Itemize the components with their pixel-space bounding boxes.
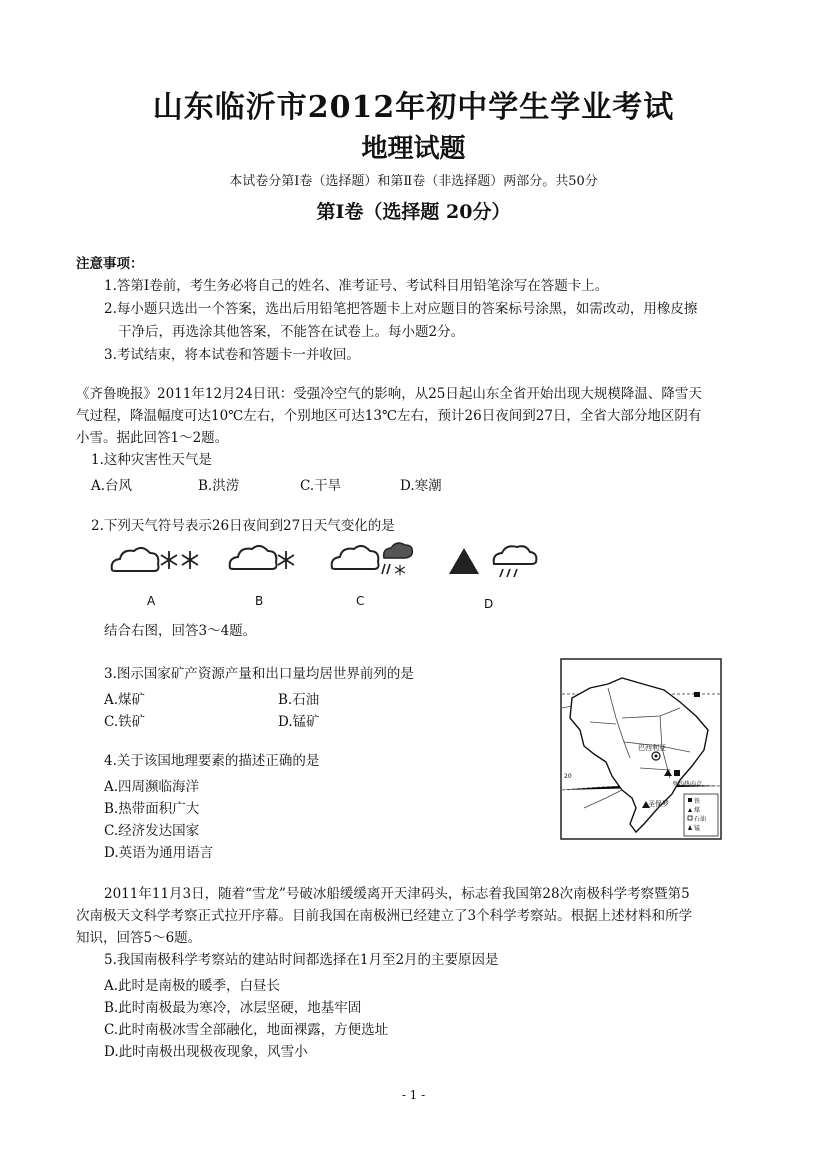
q3-option-b: B.石油	[278, 692, 320, 708]
exam-title: 山东临沂市2012年初中学生学业考试	[152, 90, 675, 125]
q5-option-c: C.此时南极冰雪全部融化，地面裸露，方便选址	[104, 1022, 389, 1038]
symbol-label-d: D	[484, 597, 494, 611]
symbol-d-rain-icon	[494, 546, 537, 577]
legend-manganese: 锰	[694, 825, 701, 832]
mineral-symbol-icon-1	[694, 692, 700, 697]
symbol-a-cloud-icon	[112, 548, 159, 571]
brazil-map	[560, 658, 722, 840]
weather-symbols	[104, 540, 544, 590]
q4-stem: 4.关于该国地理要素的描述正确的是	[104, 753, 320, 769]
label-saopaulo: 圣保罗	[648, 800, 669, 808]
symbol-a-snow-icon-2	[182, 551, 198, 569]
q4-option-d: D.英语为通用语言	[104, 845, 214, 861]
passage1-line-3: 小雪。据此回答1～2题。	[76, 430, 229, 446]
symbol-label-c: C	[356, 594, 365, 608]
symbol-c-sleet-icon	[382, 543, 412, 575]
q4-option-b: B.热带面积广大	[104, 801, 200, 817]
notice-heading: 注意事项：	[76, 256, 144, 272]
legend-coal: 煤	[694, 807, 701, 814]
q2-stem: 2.下列天气符号表示26日夜间到27日天气变化的是	[91, 518, 395, 534]
notice-item-2-cont: 干净后，再选涂其他答案，不能答在试卷上。每小题2分。	[118, 324, 465, 340]
label-rio: 里约热内卢	[672, 781, 703, 788]
q3-stem: 3.图示国家矿产资源产量和出口量均居世界前列的是	[104, 666, 414, 682]
symbol-b-cloud-icon	[230, 546, 277, 569]
q5-stem: 5.我国南极科学考察站的建站时间都选择在1月至2月的主要原因是	[104, 952, 499, 968]
q4-option-a: A.四周濒临海洋	[104, 779, 200, 795]
q5-option-d: D.此时南极出现极夜现象，风雪小	[104, 1044, 308, 1060]
q4-option-c: C.经济发达国家	[104, 823, 200, 839]
q1-option-a: A.台风	[91, 478, 133, 494]
q1-stem: 1.这种灾害性天气是	[91, 452, 212, 468]
passage1-line-2: 气过程，降温幅度可达10℃左右，个别地区可达13℃左右，预计26日夜间到27日，全省大部分地区阴有	[76, 408, 702, 424]
passage1-line-1: 《齐鲁晚报》2011年12月24日讯：受强冷空气的影响，从25日起山东全省开始出现大规模降温、降雪天	[76, 386, 702, 402]
passage2-line-3: 知识，回答5～6题。	[76, 930, 202, 946]
q3-option-c: C.铁矿	[104, 714, 146, 730]
symbol-label-b: B	[255, 594, 264, 608]
map-intro: 结合右图，回答3～4题。	[104, 623, 257, 639]
iron-symbol-icon	[674, 770, 680, 776]
exam-intro: 本试卷分第Ⅰ卷（选择题）和第Ⅱ卷（非选择题）两部分。共50分	[229, 174, 598, 189]
subject-title: 地理试题	[361, 134, 466, 164]
notice-item-3: 3.考试结束，将本试卷和答题卡一并收回。	[104, 347, 360, 363]
label-brasilia: 巴西利亚	[638, 744, 666, 752]
q1-option-b: B.洪涝	[198, 478, 240, 494]
symbol-c-cloud-icon	[332, 546, 379, 569]
label-latitude: 20	[564, 773, 572, 780]
q1-option-d: D.寒潮	[400, 478, 442, 494]
q5-option-a: A.此时是南极的暖季，白昼长	[104, 978, 281, 994]
legend-oil: 石油	[694, 816, 707, 823]
notice-item-2: 2.每小题只选出一个答案，选出后用铅笔把答题卡上对应题目的答案标号涂黑，如需改动，用橡皮擦	[104, 301, 698, 317]
notice-item-1: 1.答第Ⅰ卷前，考生务必将自己的姓名、准考证号、考试科目用铅笔涂写在答题卡上。	[104, 278, 609, 294]
symbol-label-a: A	[147, 594, 156, 608]
symbol-b-snow-icon	[278, 551, 294, 569]
legend-iron: 铁	[694, 798, 701, 805]
symbol-d-hail-icon	[449, 548, 479, 574]
symbol-a-snow-icon-1	[161, 551, 177, 569]
passage2-line-2: 次南极天文科学考察正式拉开序幕。目前我国在南极洲已经建立了3个科学考察站。根据上述材料和所学	[76, 908, 693, 924]
passage2-line-1: 2011年11月3日，随着“雪龙”号破冰船缓缓离开天津码头，标志着我国第28次南极科学考察暨第5	[104, 886, 690, 902]
q1-option-c: C.干旱	[300, 478, 342, 494]
q3-option-d: D.锰矿	[278, 714, 320, 730]
page-number: - 1 -	[401, 1088, 426, 1102]
q5-option-b: B.此时南极最为寒冷，冰层坚硬，地基牢固	[104, 1000, 362, 1016]
q3-option-a: A.煤矿	[104, 692, 146, 708]
section-heading: 第Ⅰ卷（选择题 20分）	[316, 201, 511, 223]
